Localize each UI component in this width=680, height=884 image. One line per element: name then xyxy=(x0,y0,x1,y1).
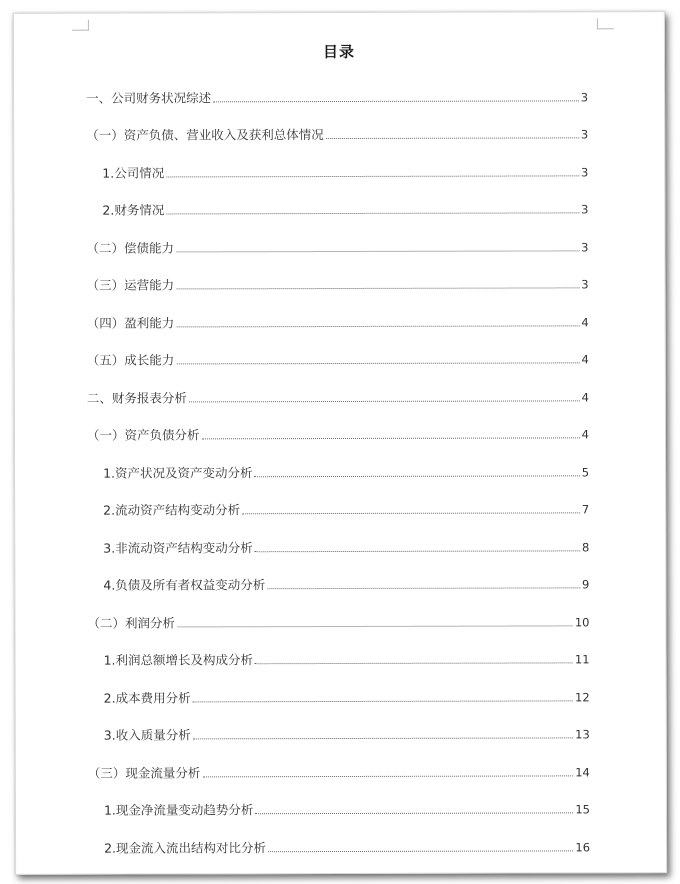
toc-entry-page-number: 8 xyxy=(581,539,590,554)
toc-entry-label: 二、财务报表分析 xyxy=(86,389,187,406)
toc-entry-page-number: 9 xyxy=(582,577,590,592)
toc-entry-page-number: 15 xyxy=(575,802,590,817)
dot-leader xyxy=(166,212,579,214)
toc-entry-page-number: 16 xyxy=(575,839,591,854)
dot-leader xyxy=(255,662,573,664)
toc-entry[interactable] xyxy=(87,366,589,405)
dot-leader xyxy=(166,175,579,177)
toc-entry[interactable] xyxy=(87,479,589,518)
crop-mark-top-left xyxy=(72,20,89,31)
toc-entry-label: （一）资产负债、营业收入及获利总体情况 xyxy=(86,127,324,143)
toc-entry-page-number: 5 xyxy=(581,464,590,479)
toc-entry-page-number: 4 xyxy=(581,389,589,404)
toc-entry-page-number: 14 xyxy=(575,764,590,779)
toc-title: 目录 xyxy=(322,42,355,62)
toc-entry-page-number: 4 xyxy=(581,352,589,367)
toc-entry-label: 2.财务情况 xyxy=(102,202,165,218)
dot-leader xyxy=(326,137,579,139)
toc-entry[interactable] xyxy=(88,816,590,855)
toc-entry-page-number: 3 xyxy=(580,164,589,179)
toc-entry-label: （三）运营能力 xyxy=(86,277,175,293)
toc-entry-label: 3.收入质量分析 xyxy=(103,727,191,743)
toc-entry-page-number: 3 xyxy=(580,127,589,142)
toc-entry-label: 2.现金流入流出结构对比分析 xyxy=(104,839,267,856)
toc-entry-label: 3.非流动资产结构变动分析 xyxy=(103,539,253,556)
toc-entry-page-number: 3 xyxy=(580,89,589,104)
dot-leader xyxy=(202,437,580,439)
toc-entry[interactable] xyxy=(86,179,588,218)
toc-entry[interactable] xyxy=(88,741,590,780)
document-page xyxy=(13,11,667,875)
toc-entry-label: （一）资产负债分析 xyxy=(86,427,200,443)
dot-leader xyxy=(189,400,580,402)
toc-entry-label: 一、公司财务状况综述 xyxy=(86,89,212,106)
toc-entry-label: 1.现金净流量变动趋势分析 xyxy=(103,802,254,818)
toc-entry-label: （五）成长能力 xyxy=(86,352,175,368)
toc-entry-page-number: 3 xyxy=(581,277,589,292)
toc-entry-label: 2.成本费用分析 xyxy=(103,689,191,706)
dot-leader xyxy=(255,475,580,477)
dot-leader xyxy=(242,512,580,514)
dot-leader xyxy=(176,287,579,289)
dot-leader xyxy=(176,325,579,327)
toc-entry[interactable] xyxy=(88,779,590,818)
toc-entry-label: （三）现金流量分析 xyxy=(87,764,201,781)
toc-entry[interactable] xyxy=(87,591,589,630)
dot-leader xyxy=(213,100,579,102)
toc-entry[interactable] xyxy=(86,141,588,180)
toc-entry-label: 2.流动资产结构变动分析 xyxy=(103,502,241,518)
dot-leader xyxy=(255,812,573,814)
toc-entry-page-number: 7 xyxy=(581,502,590,517)
crop-mark-top-right xyxy=(597,18,614,29)
toc-entry-page-number: 12 xyxy=(575,689,590,704)
dot-leader xyxy=(176,250,579,252)
toc-entry-label: 1.利润总额增长及构成分析 xyxy=(103,652,254,668)
toc-entry[interactable] xyxy=(87,404,589,443)
toc-entry[interactable] xyxy=(87,329,589,368)
dot-leader xyxy=(193,737,573,739)
toc-entry[interactable] xyxy=(86,66,588,105)
dot-leader xyxy=(193,700,573,702)
toc-entry[interactable] xyxy=(86,216,588,255)
toc-entry[interactable] xyxy=(88,666,590,705)
toc-entry-page-number: 4 xyxy=(581,427,589,442)
toc-entry-page-number: 13 xyxy=(575,727,590,742)
dot-leader xyxy=(268,850,573,852)
dot-leader xyxy=(177,625,573,627)
dot-leader xyxy=(176,362,579,364)
toc-entry-page-number: 3 xyxy=(581,239,589,254)
dot-leader xyxy=(255,550,580,552)
dot-leader xyxy=(267,587,580,589)
toc-entry-label: （二）偿债能力 xyxy=(86,239,175,256)
dot-leader xyxy=(202,775,573,777)
toc-entry[interactable] xyxy=(88,704,590,743)
toc-entry-page-number: 3 xyxy=(581,202,589,217)
toc-entry-page-number: 10 xyxy=(574,614,590,629)
toc-entry[interactable] xyxy=(86,104,588,143)
toc-entry[interactable] xyxy=(87,554,589,593)
toc-entry-page-number: 4 xyxy=(581,314,589,329)
toc-entry-label: 1.资产状况及资产变动分析 xyxy=(103,464,253,481)
toc-entry[interactable] xyxy=(87,441,589,480)
toc-entry-label: 1.公司情况 xyxy=(102,164,165,181)
table-of-contents xyxy=(86,66,590,855)
toc-entry-label: （二）利润分析 xyxy=(87,614,176,631)
toc-entry-page-number: 11 xyxy=(574,652,590,667)
toc-entry[interactable] xyxy=(87,516,589,555)
toc-entry-label: 4.负债及所有者权益变动分析 xyxy=(103,577,266,593)
toc-entry-label: （四）盈利能力 xyxy=(86,314,175,331)
toc-entry[interactable] xyxy=(87,254,589,293)
toc-entry[interactable] xyxy=(87,291,589,330)
toc-entry[interactable] xyxy=(87,629,589,668)
